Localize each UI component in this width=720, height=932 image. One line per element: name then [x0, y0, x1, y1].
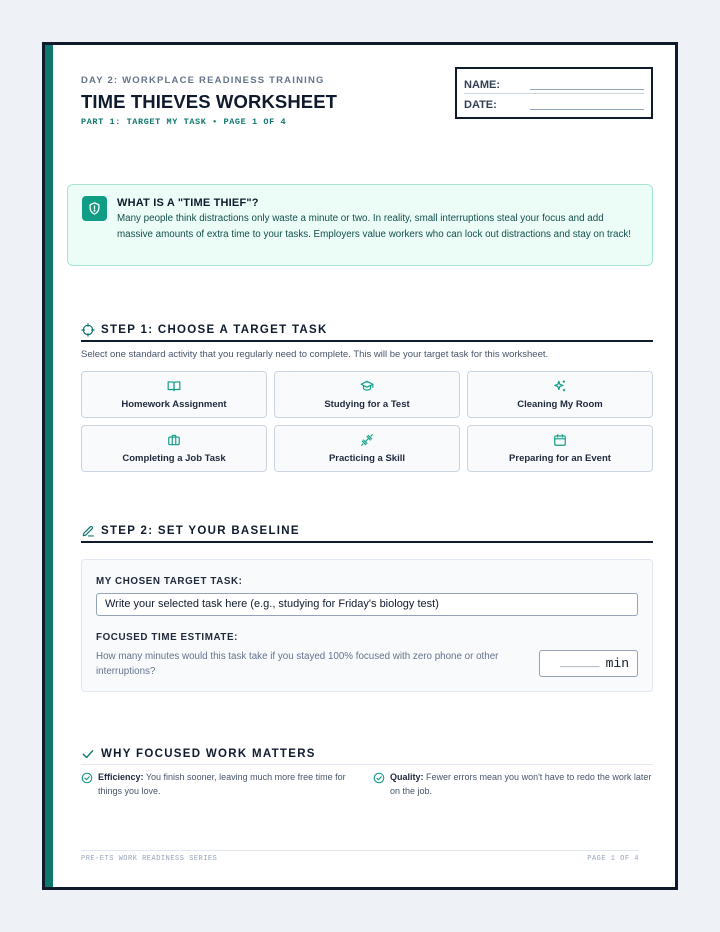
- page-subtitle: PART 1: TARGET MY TASK • PAGE 1 OF 4: [81, 117, 287, 127]
- task-label: Practicing a Skill: [328, 453, 406, 464]
- time-estimate-question: How many minutes would this task take if you stayed 100% focused with zero phone or other interruptions?: [96, 651, 499, 677]
- time-estimate-label: FOCUSED TIME ESTIMATE:: [96, 632, 239, 643]
- task-label: Completing a Job Task: [122, 453, 226, 464]
- date-label: DATE:: [464, 99, 497, 111]
- why-title: WHY FOCUSED WORK MATTERS: [101, 747, 316, 760]
- minutes-unit: min: [605, 656, 629, 671]
- callout-text: Many people think distractions only waste a minute or two. In reality, small interruptions steal your focus and add massive amounts of extra time to your tasks. Employers value workers who can lock out distractions and stay on track!: [117, 213, 632, 240]
- step2-heading: [81, 521, 653, 543]
- task-option-studying[interactable]: [274, 371, 460, 418]
- why-heading: [81, 743, 653, 765]
- target-task-input[interactable]: Write your selected task here (e.g., studying for Friday's biology test): [96, 593, 638, 616]
- task-option-event[interactable]: [467, 425, 653, 472]
- step1-description: Select one standard activity that you regularly need to complete. This will be your target task for this worksheet.: [81, 349, 549, 360]
- task-label: Studying for a Test: [324, 399, 410, 410]
- benefit-label: Quality:: [390, 772, 424, 782]
- name-field[interactable]: [530, 89, 644, 90]
- name-row: [464, 73, 644, 93]
- date-row: [464, 93, 644, 113]
- benefit-text: You finish sooner, leaving much more free time for things you love.: [98, 772, 346, 796]
- step1-title: STEP 1: CHOOSE A TARGET TASK: [101, 324, 328, 336]
- header: [81, 75, 337, 127]
- target-icon: [81, 323, 95, 337]
- page-title: TIME THIEVES WORKSHEET: [81, 91, 338, 112]
- date-field[interactable]: [530, 109, 644, 110]
- pre-title: DAY 2: WORKPLACE READINESS TRAINING: [81, 75, 325, 86]
- footer-series: PRE-ETS WORK READINESS SERIES: [81, 855, 218, 863]
- shield-icon: [82, 196, 107, 221]
- check-circle-icon: [81, 772, 93, 784]
- step2-title: STEP 2: SET YOUR BASELINE: [101, 525, 300, 537]
- time-thief-callout: [67, 184, 653, 266]
- pencil-icon: [81, 524, 95, 538]
- step1-heading: [81, 320, 653, 342]
- name-label: NAME:: [464, 79, 501, 91]
- footer-page-number: PAGE 1 OF 4: [587, 855, 639, 863]
- minutes-blank: ______: [559, 657, 600, 670]
- check-icon: [81, 747, 95, 761]
- benefit-efficiency: [81, 771, 361, 798]
- callout-title: WHAT IS A "TIME THIEF"?: [117, 197, 259, 209]
- benefit-label: Efficiency:: [98, 772, 144, 782]
- worksheet-page: [42, 42, 678, 890]
- calendar-icon: [553, 433, 567, 447]
- name-date-box: [455, 67, 653, 119]
- task-label: Preparing for an Event: [509, 453, 611, 464]
- minutes-input[interactable]: [539, 650, 638, 677]
- check-circle-icon: [373, 772, 385, 784]
- task-option-practicing[interactable]: [274, 425, 460, 472]
- briefcase-icon: [167, 433, 181, 447]
- task-label: Homework Assignment: [121, 399, 227, 410]
- task-option-homework[interactable]: [81, 371, 267, 418]
- dumbbell-icon: [360, 433, 374, 447]
- task-field-label: MY CHOSEN TARGET TASK:: [96, 576, 243, 587]
- benefit-quality: [373, 771, 653, 798]
- baseline-panel: [81, 559, 653, 692]
- task-option-cleaning[interactable]: [467, 371, 653, 418]
- task-label: Cleaning My Room: [517, 399, 603, 410]
- graduation-cap-icon: [360, 379, 374, 393]
- task-options: [81, 371, 653, 472]
- book-icon: [167, 379, 181, 393]
- page-footer: [81, 850, 639, 863]
- accent-bar: [45, 45, 53, 887]
- benefit-text: Fewer errors mean you won't have to redo the work later on the job.: [390, 772, 652, 796]
- sparkles-icon: [553, 379, 567, 393]
- task-option-job-task[interactable]: [81, 425, 267, 472]
